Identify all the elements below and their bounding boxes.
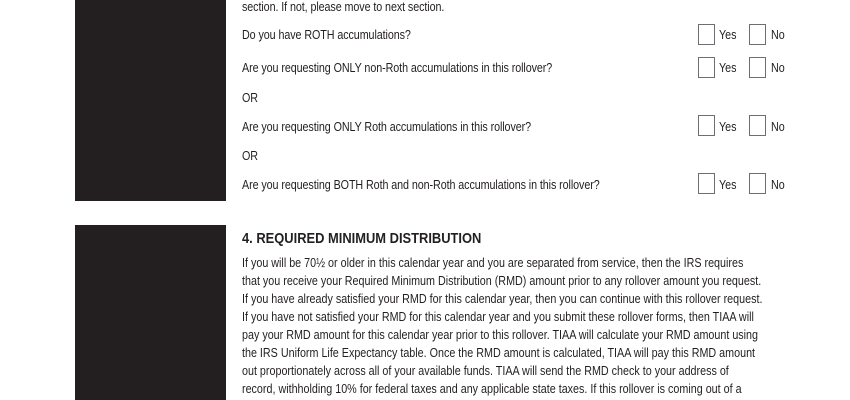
paragraph-line: record, withholding 10% for federal taxes and any applicable state taxes. If this rollover is coming out of a (242, 382, 742, 396)
q4-no-checkbox[interactable] (749, 173, 766, 194)
question-only-non-roth: Are you requesting ONLY non-Roth accumulations in this rollover? (242, 61, 553, 75)
q1-no-label: No (771, 28, 785, 42)
q3-no-checkbox[interactable] (749, 115, 766, 136)
paragraph-line: out proportionately across all of your available funds. TIAA will send the RMD check to your address of (242, 364, 729, 378)
section-4-heading: 4. REQUIRED MINIMUM DISTRIBUTION (242, 230, 482, 247)
q2-yes-checkbox[interactable] (698, 57, 715, 78)
question-roth-accumulations: Do you have ROTH accumulations? (242, 28, 411, 42)
or-separator-1: OR (242, 91, 258, 105)
paragraph-line: pay your RMD amount for this calendar year prior to this rollover. TIAA will calculate your RMD amount using (242, 328, 759, 342)
question-both-roth-non-roth: Are you requesting BOTH Roth and non-Roth accumulations in this rollover? (242, 178, 600, 192)
q3-no-label: No (771, 120, 785, 134)
section-4-paragraph (242, 254, 801, 398)
paragraph-line: If you have not satisfied your RMD for this calendar year and you submit these rollover forms, then TIAA will (242, 310, 754, 324)
q3-yes-label: Yes (719, 120, 737, 134)
q1-no-checkbox[interactable] (749, 24, 766, 45)
section-intro-text: section. If not, please move to next section. (242, 0, 445, 14)
q2-yes-label: Yes (719, 61, 737, 75)
q3-yes-checkbox[interactable] (698, 115, 715, 136)
q4-yes-checkbox[interactable] (698, 173, 715, 194)
paragraph-line: the IRS Uniform Life Expectancy table. Once the RMD amount is calculated, TIAA will pay this RMD amount (242, 346, 756, 360)
section-sidebar-block-4 (75, 225, 226, 400)
q2-no-label: No (771, 61, 785, 75)
paragraph-line: If you will be 70½ or older in this calendar year and you are separated from service, then the IRS requires (242, 256, 744, 270)
q1-yes-checkbox[interactable] (698, 24, 715, 45)
or-separator-2: OR (242, 149, 258, 163)
paragraph-line: that you receive your Required Minimum Distribution (RMD) amount prior to any rollover amount you request. (242, 274, 762, 288)
paragraph-line: If you have already satisfied your RMD for this calendar year, then you can continue with this rollover request. (242, 292, 763, 306)
question-only-roth: Are you requesting ONLY Roth accumulations in this rollover? (242, 120, 532, 134)
q4-no-label: No (771, 178, 785, 192)
q1-yes-label: Yes (719, 28, 737, 42)
q2-no-checkbox[interactable] (749, 57, 766, 78)
q4-yes-label: Yes (719, 178, 737, 192)
section-sidebar-block-3 (75, 0, 226, 201)
